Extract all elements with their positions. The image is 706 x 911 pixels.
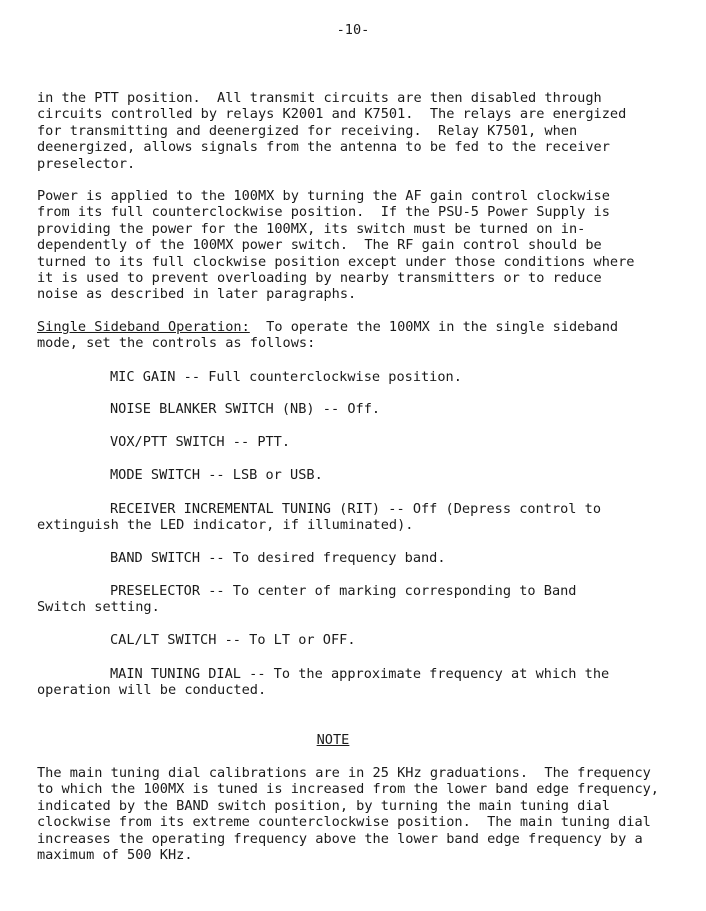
note-heading-text: NOTE: [316, 732, 350, 748]
control-rit-line-2: extinguish the LED indicator, if illuminated).: [37, 517, 414, 533]
control-mode-switch: MODE SWITCH -- LSB or USB.: [110, 467, 323, 483]
note-text: The main tuning dial calibrations are in 25 KHz graduations. The frequency to which the 100MX is tuned is increased from the lower band edge frequency, indicated by the BAND switch position, by turning the main tuning dial clockwise from its extreme counterclockwise position. The main tuning dial increases the operating frequency above the lower band edge frequency by a maximum of 500 KHz.: [37, 765, 659, 864]
paragraph-ptt: in the PTT position. All transmit circuits are then disabled through circuits controlled by relays K2001 and K7501. The relays are energized for transmitting and deenergized for receiving. Relay K7501, when deenergized, allows signals from the antenna to be fed to the receiver preselector.: [37, 90, 627, 172]
ssb-intro-line-1: [37, 319, 618, 335]
note-heading: [0, 732, 666, 748]
control-noise-blanker: NOISE BLANKER SWITCH (NB) -- Off.: [110, 401, 381, 417]
control-preselector-line-2: Switch setting.: [37, 599, 160, 615]
control-band-switch: BAND SWITCH -- To desired frequency band.: [110, 550, 446, 566]
control-mic-gain: MIC GAIN -- Full counterclockwise position.: [110, 369, 462, 385]
control-vox-ptt: VOX/PTT SWITCH -- PTT.: [110, 434, 291, 450]
ssb-intro-line-2: mode, set the controls as follows:: [37, 335, 316, 351]
paragraph-power: Power is applied to the 100MX by turning the AF gain control clockwise from its full counterclockwise position. If the PSU-5 Power Supply is providing the power for the 100MX, its switch must be turned on in- dependently of the 100MX power switch. The RF gain control should be turned to its full clockwise position except under those conditions where it is used to prevent overloading by nearby transmitters or to reduce noise as described in later paragraphs.: [37, 188, 635, 303]
control-cal-lt: CAL/LT SWITCH -- To LT or OFF.: [110, 632, 356, 648]
control-preselector-line-1: PRESELECTOR -- To center of marking corresponding to Band: [110, 583, 577, 599]
ssb-heading: Single Sideband Operation:: [37, 319, 250, 335]
control-main-tuning-line-2: operation will be conducted.: [37, 682, 267, 698]
control-main-tuning-line-1: MAIN TUNING DIAL -- To the approximate frequency at which the: [110, 666, 610, 682]
control-rit-line-1: RECEIVER INCREMENTAL TUNING (RIT) -- Off (Depress control to: [110, 501, 602, 517]
ssb-intro-text: To operate the 100MX in the single sideband: [266, 319, 619, 335]
page-number: -10-: [336, 22, 370, 38]
